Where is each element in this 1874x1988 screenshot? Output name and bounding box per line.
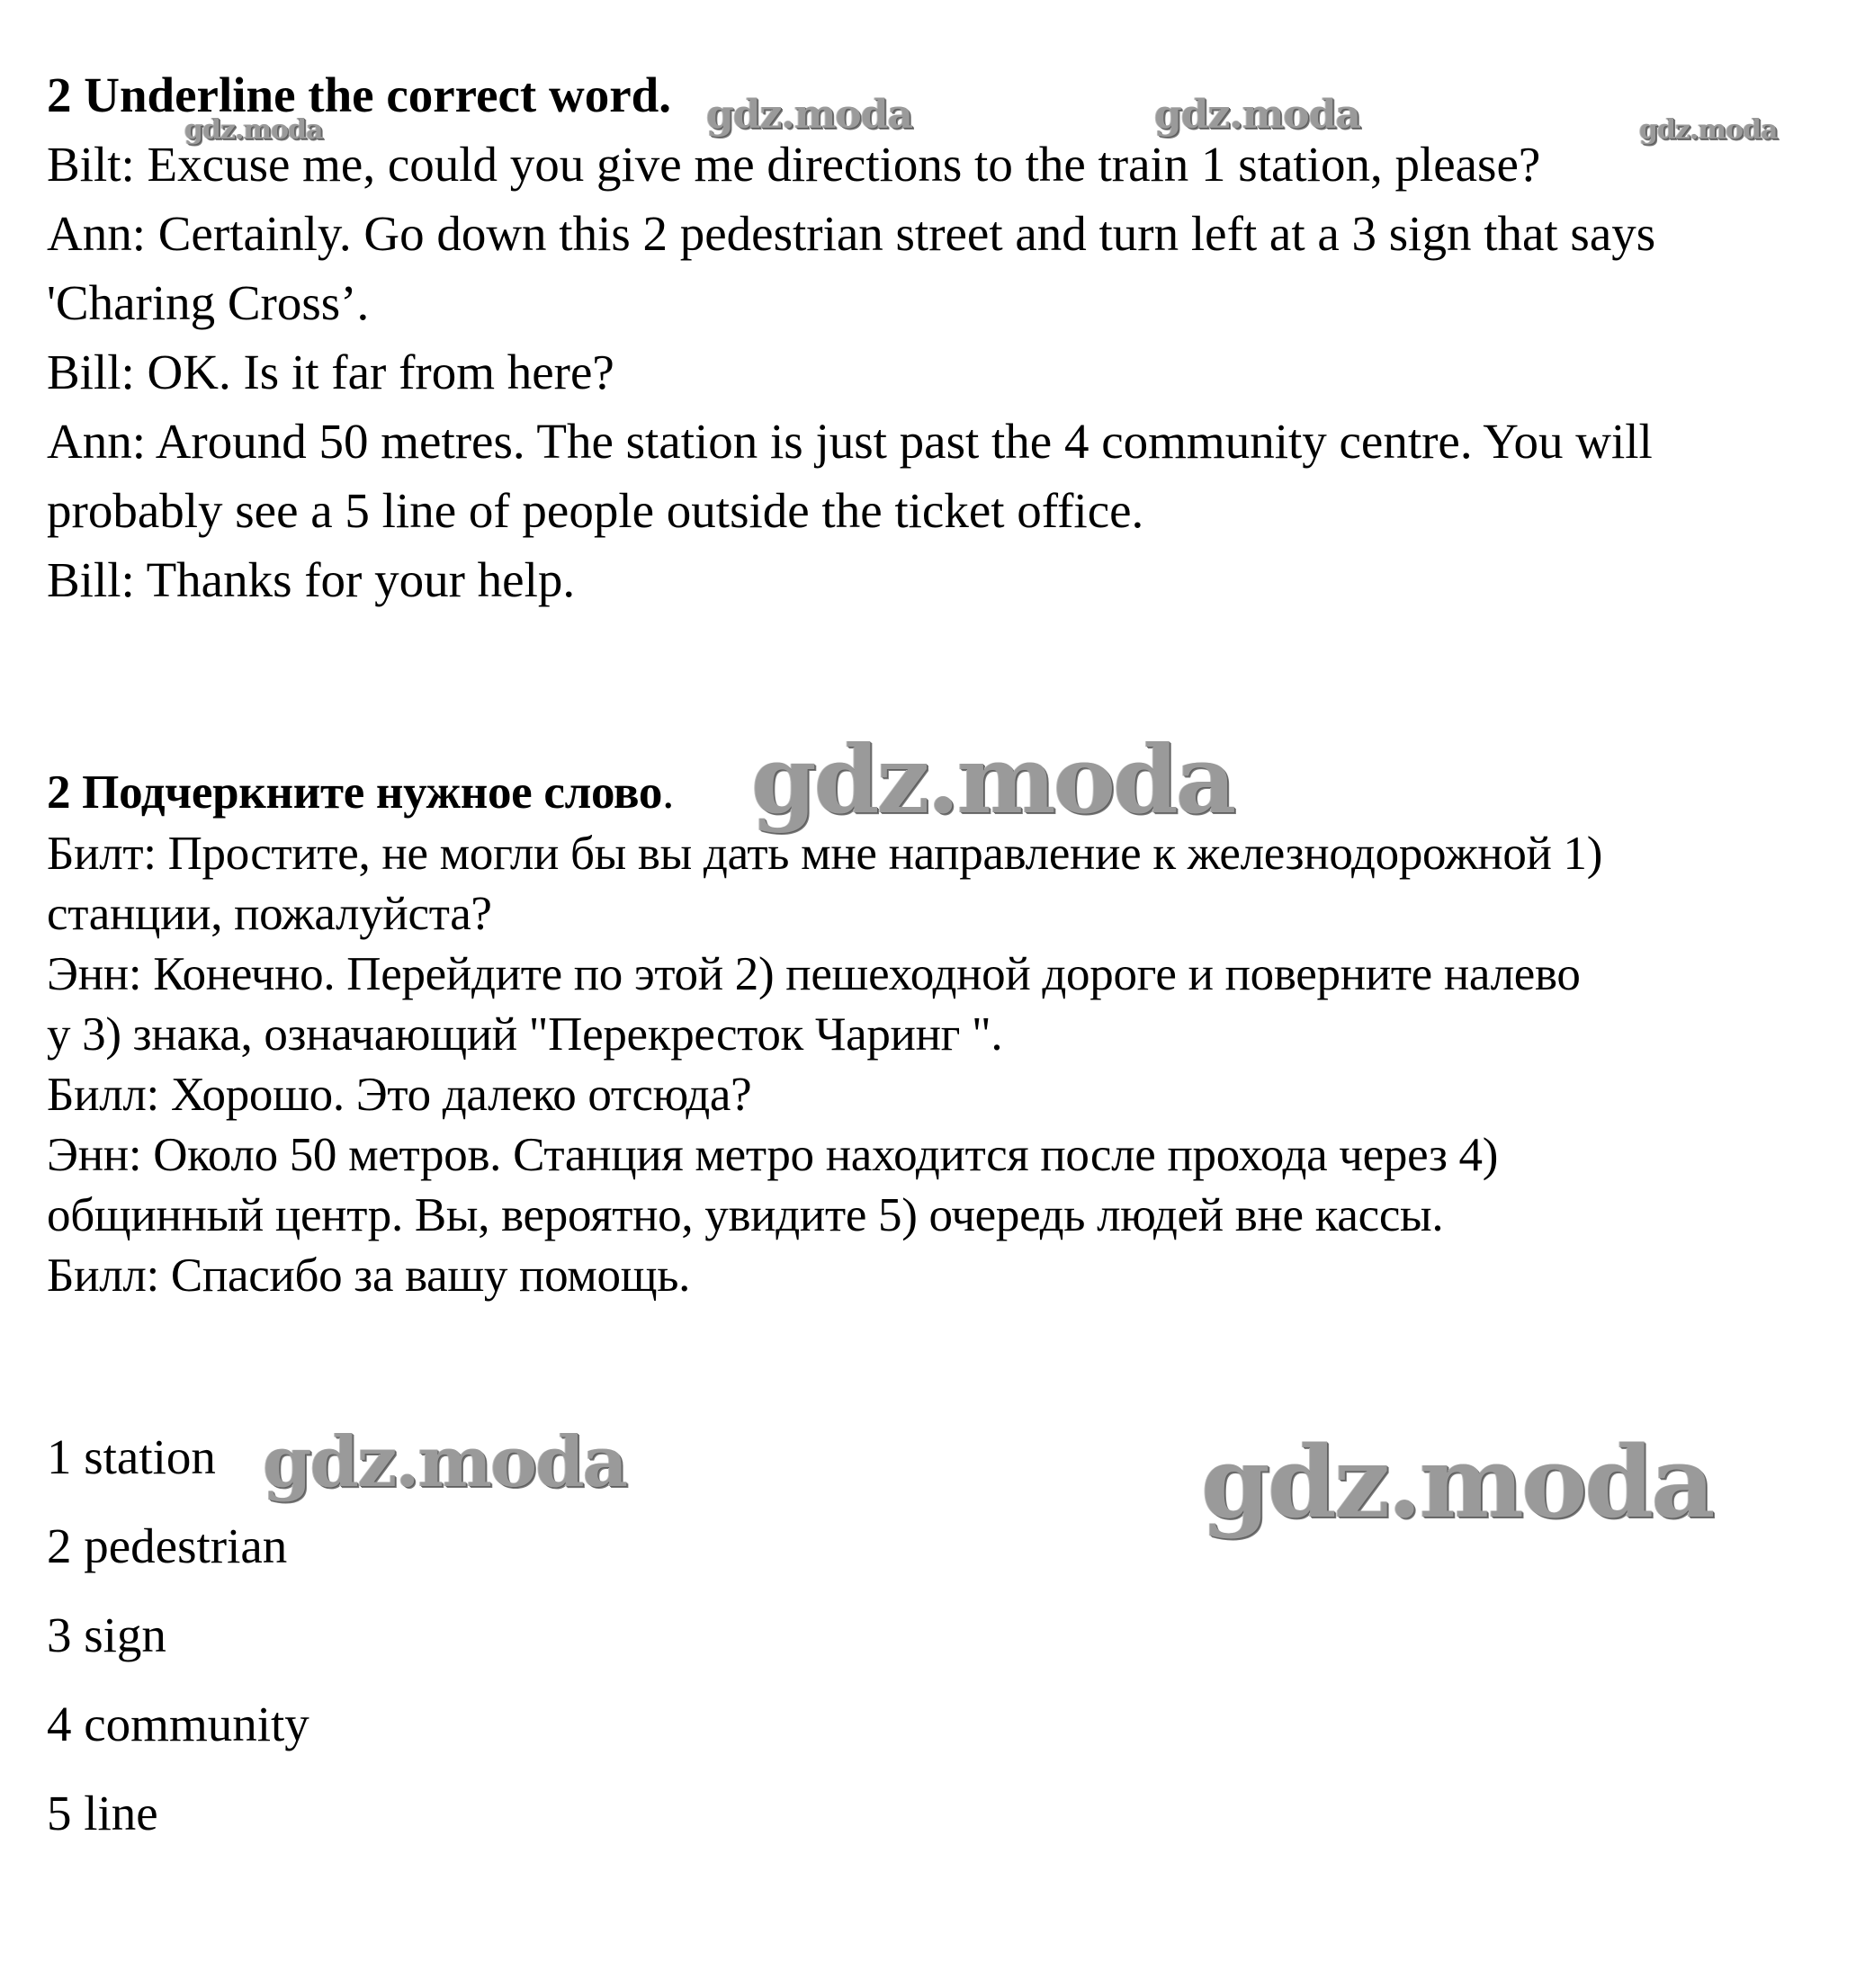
russian-line: у 3) знака, означающий "Перекресток Чаринг ".: [47, 1008, 1003, 1061]
watermark: gdz.moda: [1154, 92, 1361, 138]
english-line: Ann: Around 50 metres. The station is just past the 4 community centre. You will: [47, 414, 1653, 469]
english-line: Bilt: Excuse me, could you give me directions to the train 1 station, please?: [47, 137, 1541, 192]
english-line: Bill: Thanks for your help.: [47, 552, 576, 607]
russian-line: общинный центр. Вы, вероятно, увидите 5) очередь людей вне кассы.: [47, 1189, 1444, 1241]
watermark: gdz.moda: [1201, 1424, 1713, 1540]
russian-line: Билл: Спасибо за вашу помощь.: [47, 1249, 691, 1302]
russian-line: Энн: Около 50 метров. Станция метро находится после прохода через 4): [47, 1129, 1499, 1181]
russian-line: Билл: Хорошо. Это далеко отсюда?: [47, 1069, 752, 1121]
russian-heading-period: .: [662, 766, 675, 819]
english-heading: 2 Underline the correct word.: [47, 67, 671, 122]
russian-line: Билт: Простите, не могли бы вы дать мне направление к железнодорожной 1): [47, 828, 1603, 880]
english-line: Ann: Certainly. Go down this 2 pedestrian street and turn left at a 3 sign that says: [47, 206, 1656, 261]
english-line: Bill: OK. Is it far from here?: [47, 345, 614, 399]
watermark: gdz.moda: [706, 92, 913, 138]
russian-heading-row: [47, 766, 675, 819]
english-line: probably see a 5 line of people outside the ticket office.: [47, 483, 1144, 538]
answer-item: 1 station: [47, 1429, 216, 1484]
russian-line: станции, пожалуйста?: [47, 888, 492, 940]
answer-item: 5 line: [47, 1786, 158, 1840]
english-line: 'Charing Cross’.: [47, 275, 370, 330]
watermark: gdz.moda: [1639, 114, 1778, 146]
russian-heading: 2 Подчеркните нужное слово: [47, 766, 663, 819]
watermark: gdz.moda: [263, 1421, 627, 1503]
answer-item: 3 sign: [47, 1607, 166, 1662]
watermark: gdz.moda: [184, 114, 323, 146]
russian-line: Энн: Конечно. Перейдите по этой 2) пешеходной дороге и поверните налево: [47, 948, 1581, 1000]
watermark: gdz.moda: [751, 724, 1234, 835]
answer-item: 4 community: [47, 1697, 309, 1751]
answer-item: 2 pedestrian: [47, 1518, 288, 1573]
